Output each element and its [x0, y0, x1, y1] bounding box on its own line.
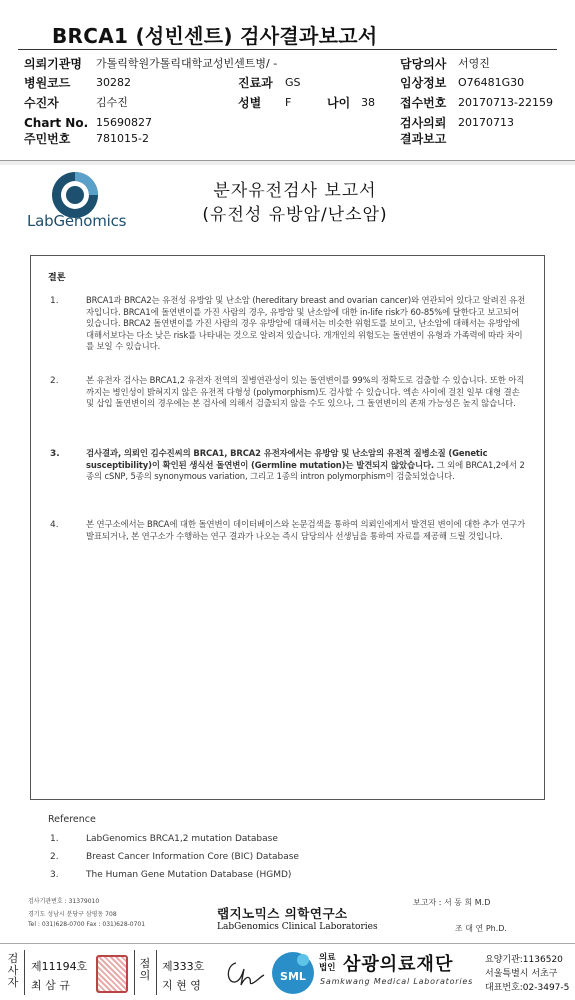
- conclusion-paragraph-result: [86, 448, 526, 483]
- director: 조 대 연 Ph.D.: [455, 924, 507, 933]
- examiner-name: 최 삼 규: [31, 979, 70, 992]
- foundation-name: 삼광의료재단: [343, 954, 454, 975]
- conclusion-paragraph: 본 연구소에서는 BRCA에 대한 돌연변이 데이터베이스와 논문검색을 통하여 의뢰인에게서 발견된 변이에 대한 추가 연구가 발표되거나, 본 연구소가 수행하는 연구 결과가 나오는 즉시 담당의사 선생님을 통하여 자료를 제공해 드릴 것입니다.: [86, 519, 526, 541]
- clinical-info-value: O76481G30: [458, 76, 525, 89]
- reference-item: LabGenomics BRCA1,2 mutation Database: [86, 834, 278, 844]
- examinee-value: 김수진: [96, 96, 128, 109]
- hospital-code-value: 30282: [96, 76, 131, 89]
- institution-label: 의뢰기관명: [24, 57, 82, 71]
- conclusion-paragraph: 본 유전자 검사는 BRCA1,2 유전자 전역의 질병연관성이 있는 돌연변이를 99%의 정확도로 검출할 수 있습니다. 또한 아직까지는 병인성이 밝혀지지 않은 유전적 다형성 (polymorphism)도 검사할 수 있습니다. 엑손 사이에 걸친 일부 대형 결손 및 삽입 돌연변이의 경우에는 본 검사에 의해서 검출되지 않을 수도 있으나, 그 돌연변이의 존재 가능성은 높지 않습니다.: [86, 375, 525, 408]
- signature-icon: [222, 955, 267, 991]
- paragraph-number: 1.: [50, 296, 59, 306]
- examiner-license-no: 제11194호: [31, 960, 88, 973]
- examinee-label: 수진자: [24, 96, 59, 110]
- header-divider: [18, 49, 557, 50]
- corp-label: 의료법인: [319, 953, 336, 973]
- reference-item: Breast Cancer Information Core (BIC) Database: [86, 852, 299, 862]
- foundation-name-en: Samkwang Medical Laboratories: [320, 977, 474, 986]
- conclusion-paragraph: BRCA1과 BRCA2는 유전성 유방암 및 난소암 (hereditary breast and ovarian cancer)와 연관되어 있다고 알려진 유전자입니다. BRCA1에 돌연변이를 가진 사람의 경우, 유방암 및 난소암에 대한 in-life risk가 60-85%에 달한다고 보고되어 있습니다. BRCA2 돌연변이를 가진 사람의 경우 유방암에 대해서는 비슷한 위험도를 보이고, 난소암에 대해서는 유방암에 대해서보다는 다소 낮은 risk를 나타내는 것으로 알려져 있습니다. 개개인의 위험도는 돌연변이 유형과 가족력에 따라 차이를 보일 수 있습니다.: [86, 295, 526, 351]
- resident-no-label: 주민번호: [24, 132, 71, 146]
- confirmer-license-no: 제333호: [162, 960, 205, 973]
- institute-name-ko: 랩지노믹스 의학연구소: [217, 906, 348, 921]
- result-details: 그 외에 BRCA1,2에서 2종의 cSNP, 5종의 synonymous variation, 그리고 1종의 intron polymorphism이 검출되었습니다.: [86, 459, 525, 481]
- foundation-address: 서울특별시 서초구: [485, 969, 558, 979]
- examiner-divider: [24, 950, 25, 995]
- paragraph-number: 3.: [50, 449, 60, 459]
- sml-logo-icon: [270, 950, 316, 996]
- sex-label: 성별: [238, 96, 262, 110]
- sex-value: F: [285, 96, 292, 109]
- receipt-no-value: 20170713-22159: [458, 96, 553, 109]
- conclusion-heading: 결론: [48, 273, 66, 283]
- report-subheading: (유전성 유방암/난소암): [202, 205, 388, 225]
- lab-registration-no: 검사기관번호 : 31379010: [28, 898, 100, 905]
- reporter: 보고자 : 서 동 희 M.D: [413, 898, 491, 907]
- examiner-seal-icon: [96, 955, 128, 993]
- receipt-no-label: 접수번호: [400, 96, 447, 110]
- dept-value: GS: [285, 76, 301, 89]
- institution-value: 가톨릭학원가톨릭대학교성빈센트병/ -: [96, 57, 278, 70]
- age-label: 나이: [327, 96, 351, 110]
- reference-number: 2.: [50, 852, 59, 862]
- examiner-label: 검사자: [7, 952, 19, 989]
- clinical-info-label: 임상정보: [400, 76, 447, 90]
- paragraph-number: 4.: [50, 520, 59, 530]
- age-value: 38: [361, 96, 375, 109]
- dept-label: 진료과: [238, 76, 273, 90]
- confirmer-divider: [156, 950, 157, 995]
- page-gap: [0, 161, 575, 165]
- result-statement: 검사결과, 의뢰인 김수진씨의 BRCA1, BRCA2 유전자에서는 유방암 및 난소암의 유전적 질병소질 (Genetic susceptibility)이 확인된 생식선 돌연변이 (Germline mutation)는 발견되지 않았습니다.: [86, 448, 488, 470]
- labgenomics-logo-text: LabGenomics: [27, 212, 127, 230]
- confirmer-left-divider: [134, 950, 135, 995]
- paragraph-number: 2.: [50, 376, 59, 386]
- doctor-value: 서영진: [458, 57, 490, 70]
- confirmer-name: 지 현 영: [162, 979, 201, 992]
- hospital-code-label: 병원코드: [24, 76, 71, 90]
- institute-name-en: LabGenomics Clinical Laboratories: [217, 922, 378, 932]
- resident-no-value: 781015-2: [96, 132, 149, 145]
- test-request-label: 검사의뢰: [400, 116, 447, 130]
- sml-logo-text: SML: [280, 970, 306, 983]
- chart-no-label: Chart No.: [24, 116, 89, 130]
- lab-contact: Tel : 031)628-0700 Fax : 031)628-0701: [28, 921, 146, 928]
- main-phone: 대표번호:02-3497-5: [485, 983, 570, 993]
- care-institution-no: 요양기관:1136520: [485, 955, 563, 965]
- footer-divider: [0, 943, 575, 944]
- reference-number: 1.: [50, 834, 59, 844]
- result-report-label: 결과보고: [400, 132, 447, 146]
- test-request-value: 20170713: [458, 116, 514, 129]
- reference-item: The Human Gene Mutation Database (HGMD): [86, 870, 292, 880]
- report-title: BRCA1 (성빈센트) 검사결과보고서: [52, 24, 378, 48]
- lab-address: 경기도 성남시 분당구 삼평동 708: [28, 911, 117, 918]
- reference-heading: Reference: [48, 814, 96, 825]
- report-heading: 분자유전검사 보고서: [213, 181, 377, 201]
- chart-no-value: 15690827: [96, 116, 152, 129]
- reference-number: 3.: [50, 870, 59, 880]
- doctor-label: 담당의사: [400, 57, 447, 71]
- confirmer-label: 점의: [139, 957, 151, 982]
